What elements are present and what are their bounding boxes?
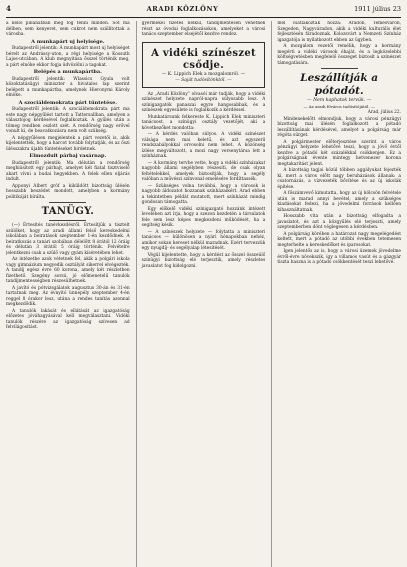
article-heading: Belépés a munkapártba. — [33, 69, 102, 75]
article-headline: Leszállítják a pótadót. — [300, 72, 379, 97]
article-byline: — Saját tudósítónktól. — — [175, 78, 232, 83]
section-title-tanugy: TANÜGY. — [41, 206, 95, 217]
article-text: Budapestről jelentik: A munkapárt most uj helyiséget bérelt az Andrássy-uton, a régi helyisége a Kossuth Lajos-utcában. A klub megnyitása ősszel történik meg, a párt elnöke ekkor fogja üdvözölni a tagokat. — [6, 46, 130, 68]
article-subheadline: — K. Lippich Elek a mozgalomról. — — [161, 71, 246, 77]
article-text: Apponyi Albert gróf a kiküldött bizottság ülésén hosszabb beszédet mondott, amelyben a kormány politikáját bírálta. — [6, 183, 130, 200]
article-text: — Szükséges volna továbbá, hogy a városok is nagyobb áldozatot hozzanak színházaikért. Arad ebben a tekintetben példát mutatott, mert színházát mindig gondosan támogatta. — [141, 183, 266, 205]
article-text: Igen jelentős az is, hogy a városi üzemek jövedelme évről-évre növekszik, így a villamos vasút és a gázgyár tiszta haszna is a pótadó csökkentését teszi lehetővé. — [277, 249, 402, 265]
article-text: — A színészek helyzete — folytatta a miniszteri tanácsos — különösen a nyári hónapokban nehéz, amikor sokan kereset nélkül maradnak. Ezért tervezzük egy nyugdíj- és segélyalap létesítését. — [141, 229, 266, 251]
column-2 — [136, 21, 266, 567]
article-text: gyermekei fizetés nélkül, tandíjmentesen vehetnek részt az óvodai foglalkozásokon, amelyeket a városi tanács szeptember elsejétől kezdve rendez. — [141, 21, 266, 37]
issue-date: 1911 július 23 — [354, 5, 401, 13]
page-header — [6, 4, 401, 16]
article-text: mel csatlakoztak hozzá: Aradon, Temesváron, Szegeden, Nagyváradon, akik a vidéki kulturális élet fejlesztésén fáradoznak. Kolozsvárt a Nemzeti Színház igazgatója is nyilatkozott ebben az ügyben. — [277, 21, 402, 43]
article-text: A javító és pótvizsgálatok augusztus 30-án és 31-én tartatnak meg. Az évnyitó ünnepély szeptember 4-én reggel 8 órakor lesz, utána a rendes tanítás azonnal megkezdődik. — [6, 285, 130, 307]
article-text: a kellő pillanatban meg fog tenni minden. Sőt ma délben, sem kenyeret, sem cukrot nem szállítottak a városba. — [6, 21, 130, 37]
article-text: A főszámvevő kimutatta, hogy az új kölcsön felvétele után is marad annyi bevétel, amely a szükséges kiadásokat fedezi, ha a jövedelmi források kellően kihasználtatnak. — [277, 191, 402, 213]
article-text: A népgyűlésen megjelentek a párt vezetői is, akik kijelentették, hogy a harcot tovább folytatják, és az őszi ülésszakra újabb tüntetéseket hirdetnek. — [6, 135, 130, 152]
article-heading: A szociáldemokrata párt tüntetése. — [18, 99, 117, 106]
article-text: Budapestről jelentik: Ma délután a rendőrség meghiúsított egy párbajt, amelyet két fiatal tisztviselő akart vívni a budai hegyekben. A felek ellen eljárás indult. — [6, 160, 130, 182]
article-text: (—) Értesítés tanévkezdésről. Értesítjük a tisztelt szülőket, hogy az aradi állami felső kereskedelmi iskolában a beiratások szeptember 1-én kezdődnek. A beiratkozás a tanári szobában délelőtt 8 órától 12 óráig és délután 3 órától 5 óráig történik. Felvételre jelentkezni csak a szülő vagy gyám kíséretében lehet. — [6, 223, 130, 256]
article-subheadline: — Nem kaphatok tervük. — — [307, 98, 372, 103]
page-number: 4 — [6, 4, 11, 13]
header-rule — [6, 17, 401, 18]
columns — [6, 21, 401, 567]
article-heading: Elmozdult párbaj vasárnap. — [29, 153, 107, 159]
article-text: A tanulók lakását és ellátását az igazgatóság előzetes jóváhagyásával kell megválasztani. Vidéki tanulók részére az igazgatóság szívesen ad felvilágosítást. — [6, 308, 130, 330]
article-text: Mindenekelőtt elmondjuk, hogy a városi pénzügyi bizottság mai ülésén foglalkozott a pótadó leszállításának kérdésével, amelyet a polgárság már régóta sürget. — [277, 116, 402, 138]
article-box — [142, 42, 266, 88]
article-text: A polgármester előterjesztése szerint a város pénzügyi helyzete lehetővé teszi, hogy a jövő évtől kezdve a pótadó két százalékkal csökkenjen. Ez a polgárságnak évente mintegy hetvenezer korona megtakarítást jelent. — [277, 139, 402, 167]
article-text: Egy előkelő vidéki színigazgató hozzánk intézett levelében azt írja, hogy a szezon kezdetén a társulatok fele sem lesz képes megkezdeni működését, ha a segítség késik. — [141, 206, 266, 228]
column-3 — [271, 21, 401, 567]
article-text: Munkatársunk felkereste K. Lippich Elek miniszteri tanácsost, a színügyi osztály vezetőjét, aki a következőket mondotta: — [141, 114, 266, 131]
article-text: A polgárság körében a határozat nagy megelégedést keltett, mert a pótadó az utóbbi években tetemesen megterhelte a kereskedőket és iparosokat. — [277, 231, 402, 248]
article-text: Hosszabb vita után a bizottság elfogadta a javaslatot, és azt a közgyűlés elé terjeszti, amely szeptemberben dönt véglegesen a kérdésben. — [277, 214, 402, 230]
article-byline: — Az aradi főváros tudósítójától. — — [303, 103, 375, 109]
article-text: Budapestről jelentik: A szociáldemokrata párt ma este nagy népgyűlést tartott a Tattersallban, amelyen a választójog kérdésével foglalkoztak. A gyűlés után a tömeg rendben oszlott szét. A rendőrség nagy erővel vonult ki, de beavatkozásra nem volt szükség. — [6, 107, 130, 134]
divider — [49, 202, 86, 203]
article-text: Budapestről jelentik: Wlassics Gyula volt közoktatásügyi miniszter a hivatalos lap szerint belépett a munkapártba, amelynek Hieronymi Károly elnöke. — [6, 76, 130, 98]
article-text: Végül kijelentette, hogy a kérdést az ősszel összeülő színügyi bizottság elé terjesztik, amely részletes javaslatot fog kidolgozni. — [141, 252, 266, 269]
divider — [321, 68, 358, 69]
article-headline: A vidéki színészet csődje. — [151, 47, 256, 71]
article-heading: A munkapárt uj helyisége. — [31, 38, 105, 45]
article-dateline: Arad, július 22. — [367, 110, 402, 115]
article-text: — A kormány tervbe vette, hogy a vidéki színházakat nagyobb állami segélyben részesíti, de csak olyan feltételekkel, amelyek biztosítják, hogy a segély valóban a művészi színvonal emelésére fordíttassék. — [141, 160, 266, 182]
article-text: Az intézetbe azok vétetnek fel, akik a polgári iskola vagy gimnázium negyedik osztályát sikerrel elvégezték. A tandíj egész évre 60 korona, amely két részletben fizethető. Szegény sorsú, jó előmenetelű tanulók tandíjmentességben részesülhetnek. — [6, 257, 130, 284]
column-1 — [6, 21, 130, 567]
article-text: A mozgalom vezetői remélik, hogy a kormány megérti a vidéki városok óhaját, és a legközelebbi költségvetésben megfelelő összeget biztosít a színészet támogatására. — [277, 44, 402, 66]
article-text: Az „Aradi Közlöny” olvasói már tudják, hogy a vidéki színészet helyzete napról-napra súlyosabb lesz. A színigazgatók panaszai egyre hangosabbak, és a színészek egyesülete is foglalkozik a kérdéssel. — [141, 91, 266, 113]
article-text: — A kérdés valóban súlyos. A vidéki színészet válsága nem mai keletű, és azt egyszerű rendszabályokkal orvosolni nem lehet. A közönség ízlése megváltozott, a mozi nagy versenytársa lett a színháznak. — [141, 132, 266, 159]
divider — [49, 220, 86, 221]
paper-title: ARADI KÖZLÖNY — [146, 5, 219, 13]
article-text: A bizottság tagjai közül többen aggályukat fejezték ki, mert a város előtt nagy beruházások állanak: a csatornázás, a vízvezeték bővítése és az új iskolák építése. — [277, 168, 402, 190]
